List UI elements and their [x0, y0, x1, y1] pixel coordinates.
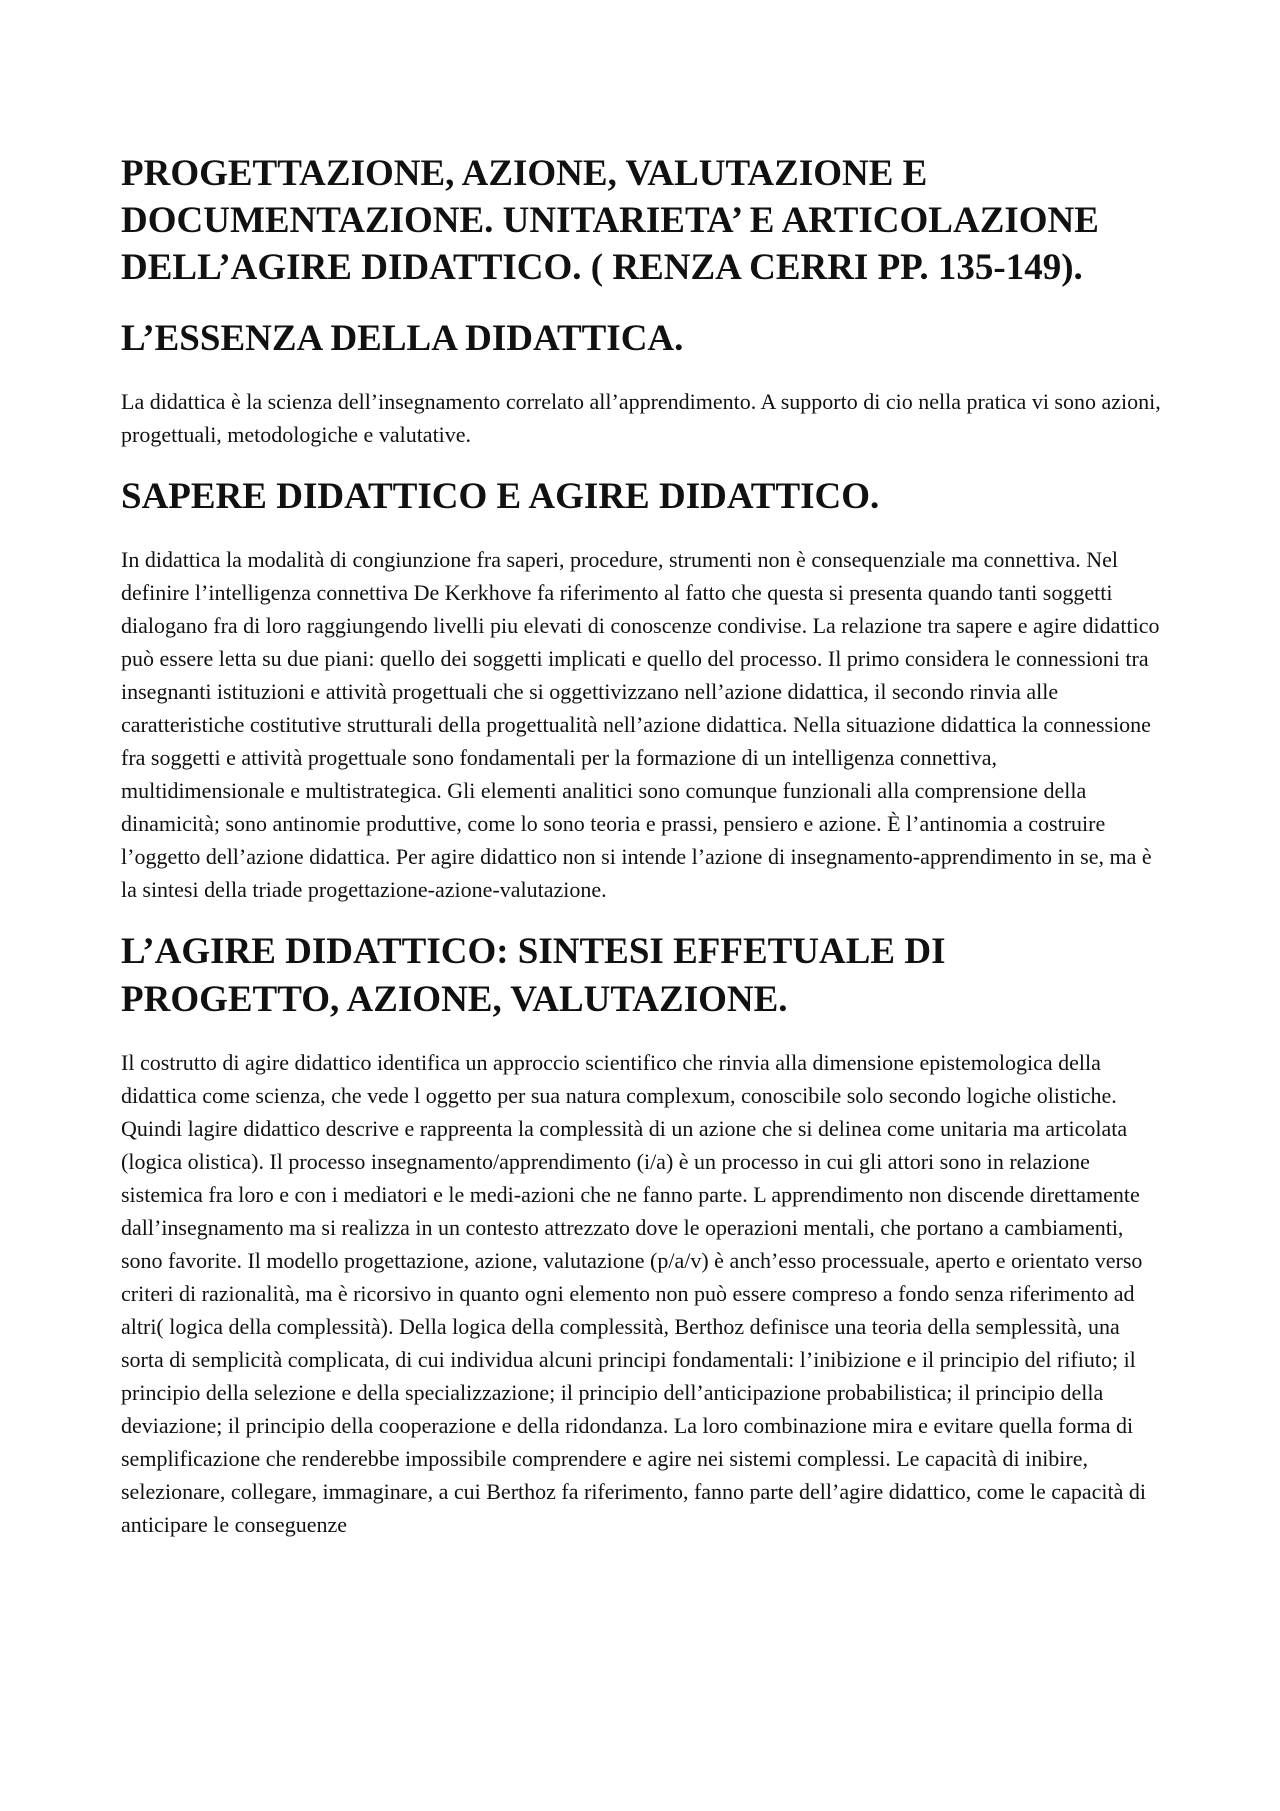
- section-body-agire-didattico: Il costrutto di agire didattico identifica un approccio scientifico che rinvia alla dimensione epistemologica della didattica come scienza, che vede l oggetto per sua natura complexum, conoscibile solo secondo logiche olistiche. Quindi lagire didattico descrive e rappreenta la complessità di un azione che si delinea come unitaria ma articolata (logica olistica). Il processo insegnamento/apprendimento (i/a) è un processo in cui gli attori sono in relazione sistemica fra loro e con i mediatori e le medi-azioni che ne fanno parte. L apprendimento non discende direttamente dall’insegnamento ma si realizza in un contesto attrezzato dove le operazioni mentali, che portano a cambiamenti, sono favorite. Il modello progettazione, azione, valutazione (p/a/v) è anch’esso processuale, aperto e orientato verso criteri di razionalità, ma è ricorsivo in quanto ogni elemento non può essere compreso a fondo senza riferimento ad altri( logica della complessità). Della logica della complessità, Berthoz definisce una teoria della semplessità, una sorta di semplicità complicata, di cui individua alcuni principi fondamentali: l’inibizione e il principio del rifiuto; il principio della selezione e della specializzazione; il principio dell’anticipazione probabilistica; il principio della deviazione; il principio della cooperazione e della ridondanza. La loro combinazione mira e evitare quella forma di semplificazione che renderebbe impossibile comprendere e agire nei sistemi complessi. Le capacità di inibire, selezionare, collegare, immaginare, a cui Berthoz fa riferimento, fanno parte dell’agire didattico, come le capacità di anticipare le conseguenze: [121, 1050, 1146, 1537]
- section-heading-sapere-agire: SAPERE DIDATTICO E AGIRE DIDATTICO.: [121, 476, 880, 517]
- document-title: PROGETTAZIONE, AZIONE, VALUTAZIONE E DOCUMENTAZIONE. UNITARIETA’ E ARTICOLAZIONE DELL’AGIRE DIDATTICO. ( RENZA CERRI PP. 135-149).: [121, 153, 1099, 288]
- section-heading-essenza: L’ESSENZA DELLA DIDATTICA.: [121, 318, 684, 359]
- section-body-essenza: La didattica è la scienza dell’insegnamento correlato all’apprendimento. A supporto di cio nella pratica vi sono azioni, progettuali, metodologiche e valutative.: [121, 389, 1161, 447]
- section-body-sapere-agire: In didattica la modalità di congiunzione fra saperi, procedure, strumenti non è consequenziale ma connettiva. Nel definire l’intelligenza connettiva De Kerkhove fa riferimento al fatto che questa si presenta quando tanti soggetti dialogano fra di loro raggiungendo livelli piu elevati di conoscenze condivise. La relazione tra sapere e agire didattico può essere letta su due piani: quello dei soggetti implicati e quello del processo. Il primo considera le connessioni tra insegnanti istituzioni e attività progettuali che si oggettivizzano nell’azione didattica, il secondo rinvia alle caratteristiche costitutive strutturali della progettualità nell’azione didattica. Nella situazione didattica la connessione fra soggetti e attività progettuale sono fondamentali per la formazione di un intelligenza connettiva, multidimensionale e multistrategica. Gli elementi analitici sono comunque funzionali alla comprensione della dinamicità; sono antinomie produttive, come lo sono teoria e prassi, pensiero e azione. È l’antinomia a costruire l’oggetto dell’azione didattica. Per agire didattico non si intende l’azione di insegnamento-apprendimento in se, ma è la sintesi della triade progettazione-azione-valutazione.: [121, 547, 1160, 902]
- document-page: [121, 150, 1166, 1541]
- section-heading-agire-didattico: L’AGIRE DIDATTICO: SINTESI EFFETUALE DI PROGETTO, AZIONE, VALUTAZIONE.: [121, 931, 946, 1020]
